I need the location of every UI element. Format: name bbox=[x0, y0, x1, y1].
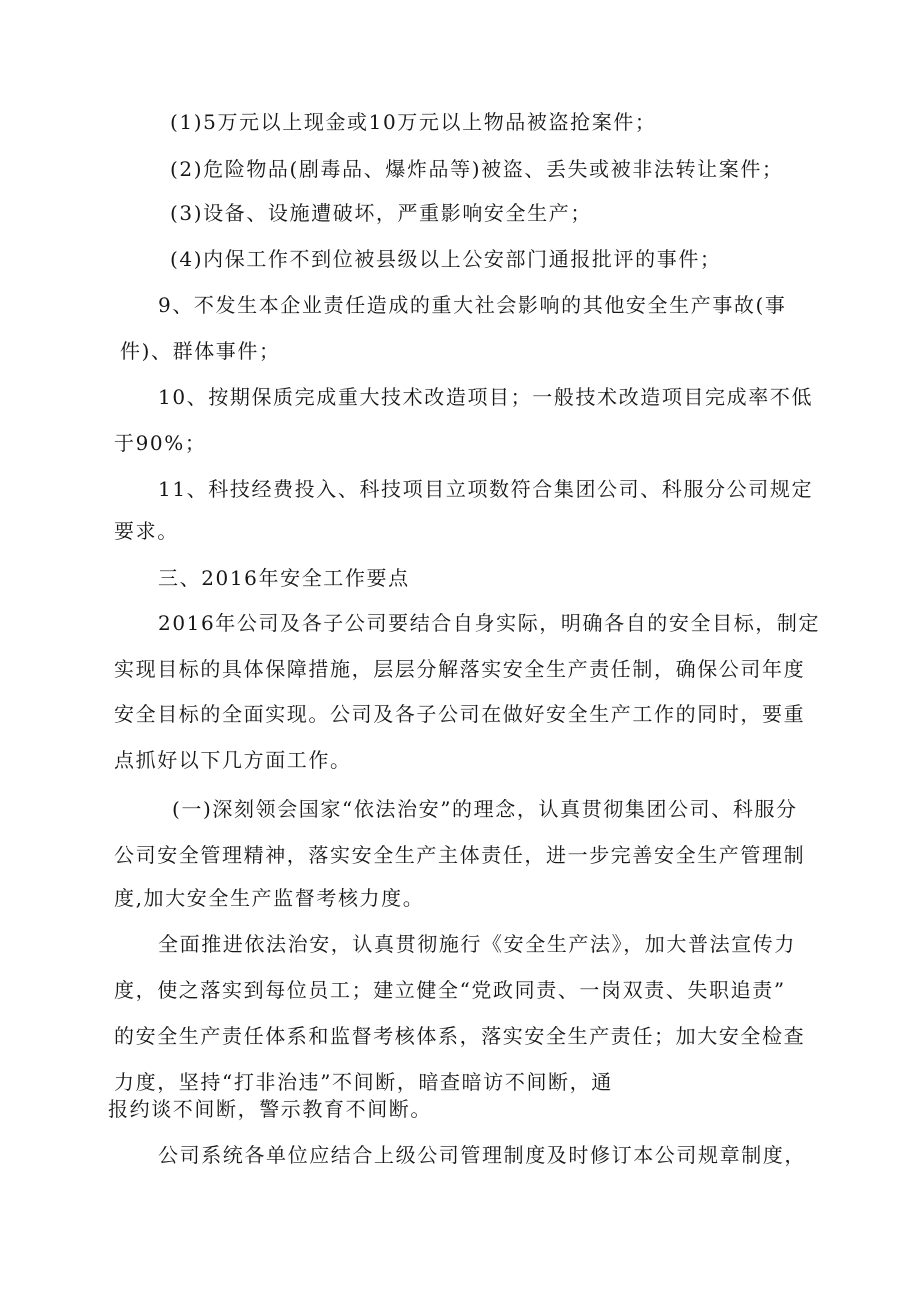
paragraph-1-line-1: 2016年公司及各子公司要结合自身实际，明确各自的安全目标，制定 bbox=[158, 611, 821, 635]
item-11-line-1: 11、科技经费投入、科技项目立项数符合集团公司、科服分公司规定 bbox=[158, 477, 814, 501]
item-10-line-2: 于90%； bbox=[114, 431, 207, 455]
subsection-1-line-3: 度,加大安全生产监督考核力度。 bbox=[114, 886, 425, 910]
paragraph-2-line-3: 的安全生产责任体系和监督考核体系，落实安全生产责任；加大安全检查 bbox=[114, 1024, 806, 1048]
item-10-line-1: 10、按期保质完成重大技术改造项目；一般技术改造项目完成率不低 bbox=[158, 385, 814, 409]
paragraph-2-line-2: 度，使之落实到每位员工；建立健全“党政同责、一岗双责、失职追责” bbox=[114, 978, 786, 1002]
item-9-line-2: 件)、群体事件； bbox=[120, 339, 281, 363]
paragraph-1-line-4: 点抓好以下几方面工作。 bbox=[114, 748, 352, 772]
paragraph-1-line-3: 安全目标的全面实现。公司及各子公司在做好安全生产工作的同时，要重 bbox=[114, 702, 806, 726]
paragraph-2-line-4: 力度，坚持“打非治违”不间断，暗查暗访不间断，通 bbox=[114, 1070, 613, 1094]
paragraph-2-line-5: 报约谈不间断，警示教育不间断。 bbox=[108, 1097, 432, 1121]
paragraph-2-line-1: 全面推进依法治安，认真贯彻施行《安全生产法》，加大普法宣传力 bbox=[158, 932, 796, 956]
item-9-line-1: 9、不发生本企业责任造成的重大社会影响的其他安全生产事故(事 bbox=[158, 293, 787, 317]
list-item-2-line: (2)危险物品(剧毒品、爆炸品等)被盗、丢失或被非法转让案件； bbox=[170, 157, 784, 181]
list-item-4-line: (4)内保工作不到位被县级以上公安部门通报批评的事件； bbox=[170, 247, 722, 271]
subsection-1-line-1: (一)深刻领会国家“依法治安”的理念，认真贯彻集团公司、科服分 bbox=[172, 797, 798, 821]
subsection-1-line-2: 公司安全管理精神，落实安全生产主体责任，进一步完善安全生产管理制 bbox=[114, 843, 806, 867]
section-heading: 三、2016年安全工作要点 bbox=[158, 566, 410, 590]
list-item-1-line: (1)5万元以上现金或10万元以上物品被盗抢案件； bbox=[170, 110, 657, 134]
paragraph-3-line-1: 公司系统各单位应结合上级公司管理制度及时修订本公司规章制度， bbox=[158, 1143, 806, 1167]
paragraph-1-line-2: 实现目标的具体保障措施，层层分解落实安全生产责任制，确保公司年度 bbox=[114, 657, 806, 681]
item-11-line-2: 要求。 bbox=[114, 519, 179, 543]
list-item-3-line: (3)设备、设施遭破坏，严重影响安全生产； bbox=[170, 201, 592, 225]
